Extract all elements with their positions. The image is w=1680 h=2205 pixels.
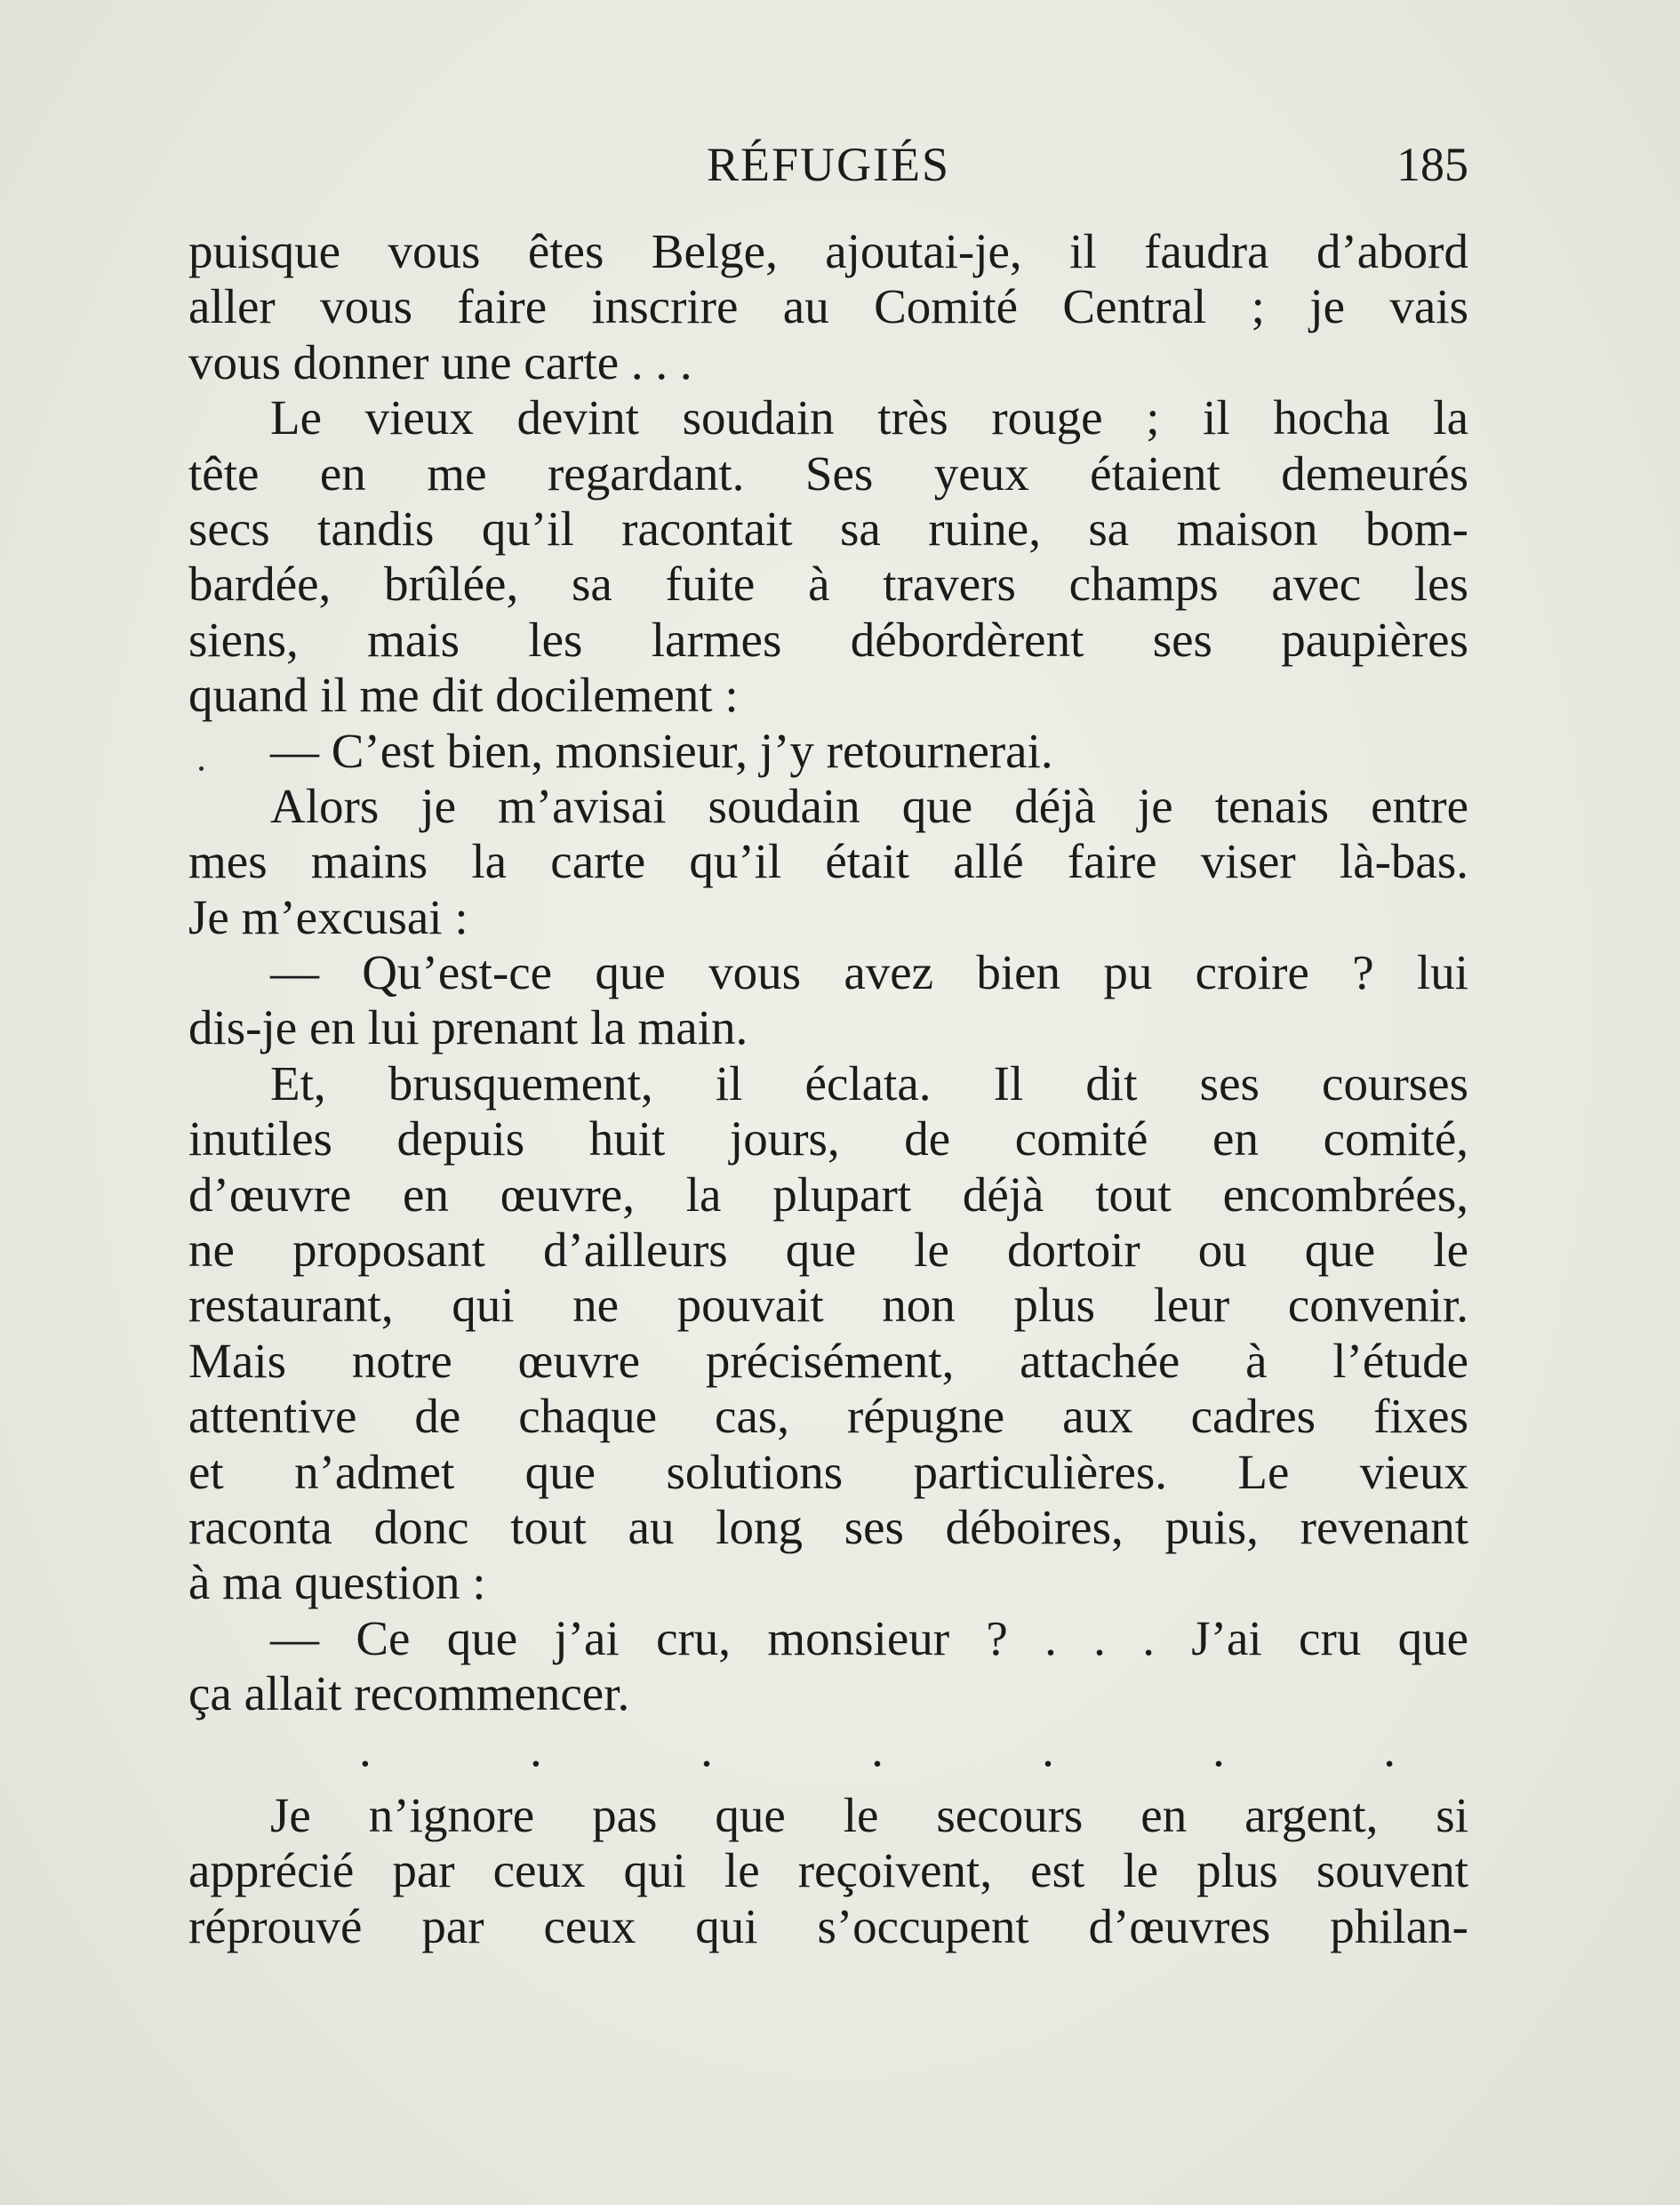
text-line: Le vieux devint soudain très rouge ; il hocha la (270, 390, 1468, 445)
text-line: aller vous faire inscrire au Comité Central ; je vais (188, 279, 1468, 334)
text-line: siens, mais les larmes débordèrent ses paupières (188, 612, 1468, 667)
page-number: 185 (1396, 138, 1468, 191)
section-break-dot: . (359, 1721, 372, 1776)
text-line: mes mains la carte qu’il était allé faire viser là-bas. (188, 834, 1468, 889)
text-line: ça allait recommencer. (188, 1666, 630, 1721)
section-break-dot: . (530, 1721, 542, 1776)
section-break-dot: . (871, 1721, 884, 1776)
body-text (188, 224, 1468, 1954)
text-line: — C’est bien, monsieur, j’y retournerai. (270, 723, 1053, 778)
text-line: réprouvé par ceux qui s’occupent d’œuvres philan- (188, 1898, 1468, 1953)
text-line: Alors je m’avisai soudain que déjà je tenais entre (270, 778, 1468, 833)
running-head (188, 133, 1468, 196)
text-line: puisque vous êtes Belge, ajoutai-je, il faudra d’abord (188, 224, 1468, 278)
text-line: tête en me regardant. Ses yeux étaient demeurés (188, 445, 1468, 501)
text-line: vous donner une carte . . . (188, 334, 692, 389)
text-line: dis-je en lui prenant la main. (188, 1000, 748, 1055)
text-line: — Ce que j’ai cru, monsieur ? . . . J’ai cru que (270, 1610, 1468, 1665)
section-break (188, 1722, 1468, 1777)
text-line: et n’admet que solutions particulières. Le vieux (188, 1444, 1468, 1499)
text-line: d’œuvre en œuvre, la plupart déjà tout encombrées, (188, 1167, 1468, 1222)
text-line: secs tandis qu’il racontait sa ruine, sa maison bom- (188, 501, 1468, 556)
text-line: raconta donc tout au long ses déboires, puis, revenant (188, 1499, 1468, 1554)
text-line: attentive de chaque cas, répugne aux cadres fixes (188, 1389, 1468, 1444)
text-line: Et, brusquement, il éclata. Il dit ses courses (270, 1055, 1468, 1111)
section-break-dot: . (1042, 1721, 1054, 1776)
text-line: Je n’ignore pas que le secours en argent, si (270, 1787, 1468, 1842)
text-line: restaurant, qui ne pouvait non plus leur convenir. (188, 1278, 1468, 1333)
text-line: ne proposant d’ailleurs que le dortoir ou que le (188, 1223, 1468, 1278)
text-line: bardée, brûlée, sa fuite à travers champs avec les (188, 557, 1468, 612)
text-line: apprécié par ceux qui le reçoivent, est le plus souvent (188, 1843, 1468, 1898)
running-title: RÉFUGIÉS (706, 138, 951, 191)
text-line: quand il me dit docilement : (188, 668, 739, 723)
text-line: — Qu’est-ce que vous avez bien pu croire ? lui (270, 945, 1468, 1000)
section-break-dot: . (700, 1721, 713, 1776)
text-line: inutiles depuis huit jours, de comité en comité, (188, 1111, 1468, 1167)
section-break-dot: . (1212, 1721, 1225, 1776)
text-line: à ma question : (188, 1555, 486, 1610)
text-line: Je m’excusai : (188, 889, 468, 944)
section-break-dot: . (1383, 1721, 1396, 1776)
text-line: Mais notre œuvre précisément, attachée à l’étude (188, 1333, 1468, 1388)
